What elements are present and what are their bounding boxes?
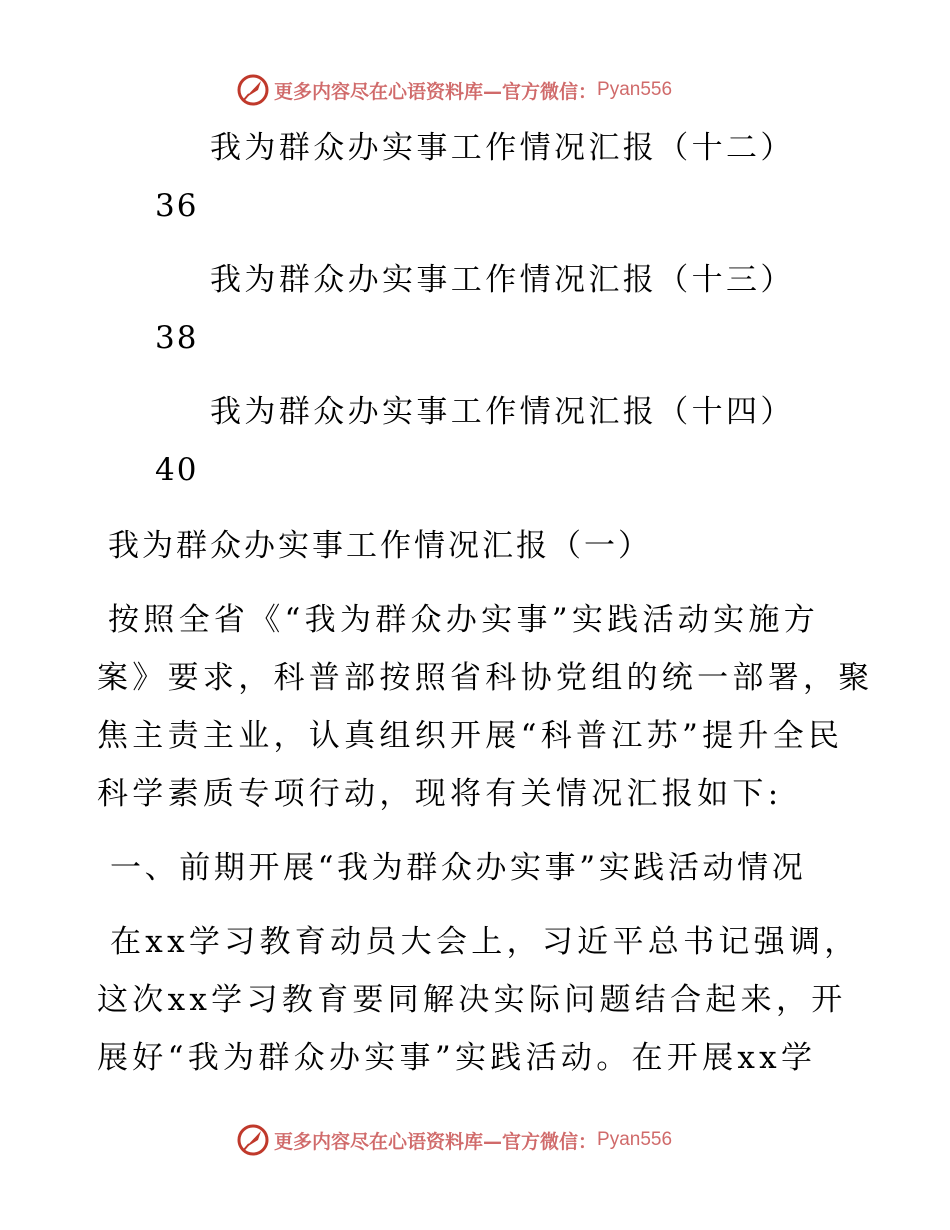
body-line: 这次xx学习教育要同解决实际问题结合起来，开 bbox=[97, 982, 847, 1018]
article-title: 我为群众办实事工作情况汇报（一） bbox=[108, 528, 652, 564]
watermark-text: 更多内容尽在心语资料库—官方微信： bbox=[274, 1130, 598, 1153]
watermark-text: 更多内容尽在心语资料库—官方微信： bbox=[274, 80, 598, 103]
toc-entry-title: 我为群众办实事工作情况汇报（十四） bbox=[210, 394, 795, 430]
header-watermark bbox=[236, 72, 672, 108]
intro-line: 焦主责主业，认真组织开展“科普江苏”提升全民 bbox=[97, 718, 844, 754]
toc-entry-title: 我为群众办实事工作情况汇报（十二） bbox=[210, 130, 795, 166]
toc-entry-page: 38 bbox=[155, 320, 199, 356]
section-heading: 一、前期开展“我为群众办实事”实践活动情况 bbox=[110, 850, 807, 886]
intro-line: 按照全省《“我为群众办实事”实践活动实施方 bbox=[108, 602, 819, 638]
watermark-wechat-id: Pyan556 bbox=[597, 79, 673, 100]
watermark-wechat-id: Pyan556 bbox=[597, 1129, 673, 1150]
footer-watermark bbox=[236, 1122, 672, 1158]
quill-logo-icon bbox=[236, 1123, 270, 1157]
toc-entry-title: 我为群众办实事工作情况汇报（十三） bbox=[210, 262, 795, 298]
intro-line: 科学素质专项行动，现将有关情况汇报如下: bbox=[97, 776, 783, 812]
body-line: 在xx学习教育动员大会上，习近平总书记强调， bbox=[110, 924, 860, 960]
body-line: 展好“我为群众办实事”实践活动。在开展xx学 bbox=[97, 1040, 817, 1076]
quill-logo-icon bbox=[236, 73, 270, 107]
toc-entry-page: 40 bbox=[155, 452, 199, 488]
toc-entry-page: 36 bbox=[155, 188, 199, 224]
intro-line: 案》要求，科普部按照省科协党组的统一部署，聚 bbox=[97, 660, 874, 696]
